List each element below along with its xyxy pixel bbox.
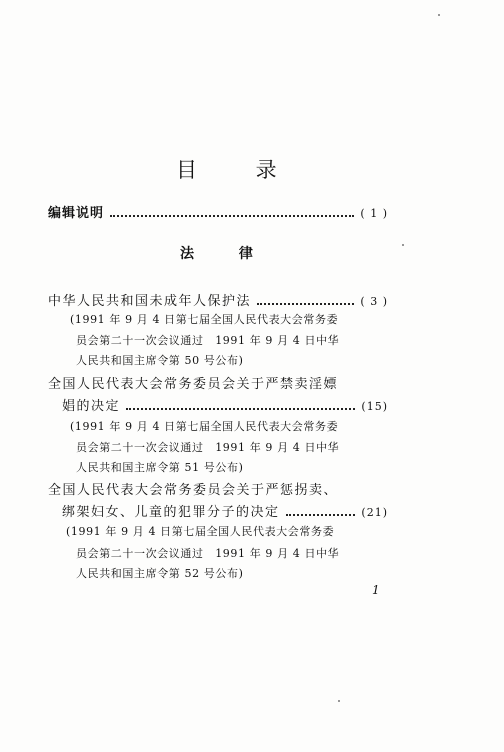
toc-note-line: 员会第二十一次会议通过 1991 年 9 月 4 日中华: [76, 334, 340, 347]
toc-page-number: ( 1 ): [360, 207, 388, 220]
toc-page-number: (15): [361, 400, 388, 413]
toc-item-label: 全国人民代表大会常务委员会关于严禁卖淫嫖: [48, 377, 339, 392]
toc-note-line: (1991 年 9 月 4 日第七届全国人民代表大会常务委: [70, 420, 339, 433]
toc-page-number: ( 3 ): [360, 295, 388, 308]
toc-item-label: 编辑说明: [48, 206, 105, 221]
toc-item-minor-protection-law[interactable]: [48, 290, 388, 309]
toc-item-label: 中华人民共和国未成年人保护法: [48, 294, 252, 309]
toc-item-label: 全国人民代表大会常务委员会关于严惩拐卖、: [48, 483, 339, 498]
toc-note-line: 人民共和国主席令第 51 号公布): [76, 461, 244, 474]
toc-item-prostitution-decision[interactable]: [62, 395, 388, 414]
dot-leader: [286, 513, 356, 516]
toc-note-line: 人民共和国主席令第 52 号公布): [76, 567, 244, 580]
toc-page-number: (21): [361, 506, 388, 519]
scan-speck: [338, 700, 340, 702]
toc-note-line: 人民共和国主席令第 50 号公布): [76, 354, 244, 367]
scan-speck: [402, 244, 404, 246]
toc-item-label-cont: 娼的决定: [62, 399, 121, 414]
section-heading: 法 律: [180, 246, 273, 262]
toc-note-line: (1991 年 9 月 4 日第七届全国人民代表大会常务委: [66, 525, 335, 538]
dot-leader: [126, 407, 355, 410]
toc-item-trafficking-decision[interactable]: [62, 501, 388, 520]
toc-note-line: 员会第二十一次会议通过 1991 年 9 月 4 日中华: [76, 547, 340, 560]
toc-item-label-cont: 绑架妇女、儿童的犯罪分子的决定: [62, 505, 280, 520]
page-title: 目 录: [176, 158, 303, 182]
dot-leader: [110, 214, 354, 217]
page-folio: 1: [372, 583, 380, 597]
toc-note-line: 员会第二十一次会议通过 1991 年 9 月 4 日中华: [76, 441, 340, 454]
dot-leader: [257, 302, 354, 305]
toc-note-line: (1991 年 9 月 4 日第七届全国人民代表大会常务委: [70, 313, 339, 326]
scan-speck: [438, 14, 440, 16]
toc-item-preface[interactable]: [48, 202, 388, 221]
